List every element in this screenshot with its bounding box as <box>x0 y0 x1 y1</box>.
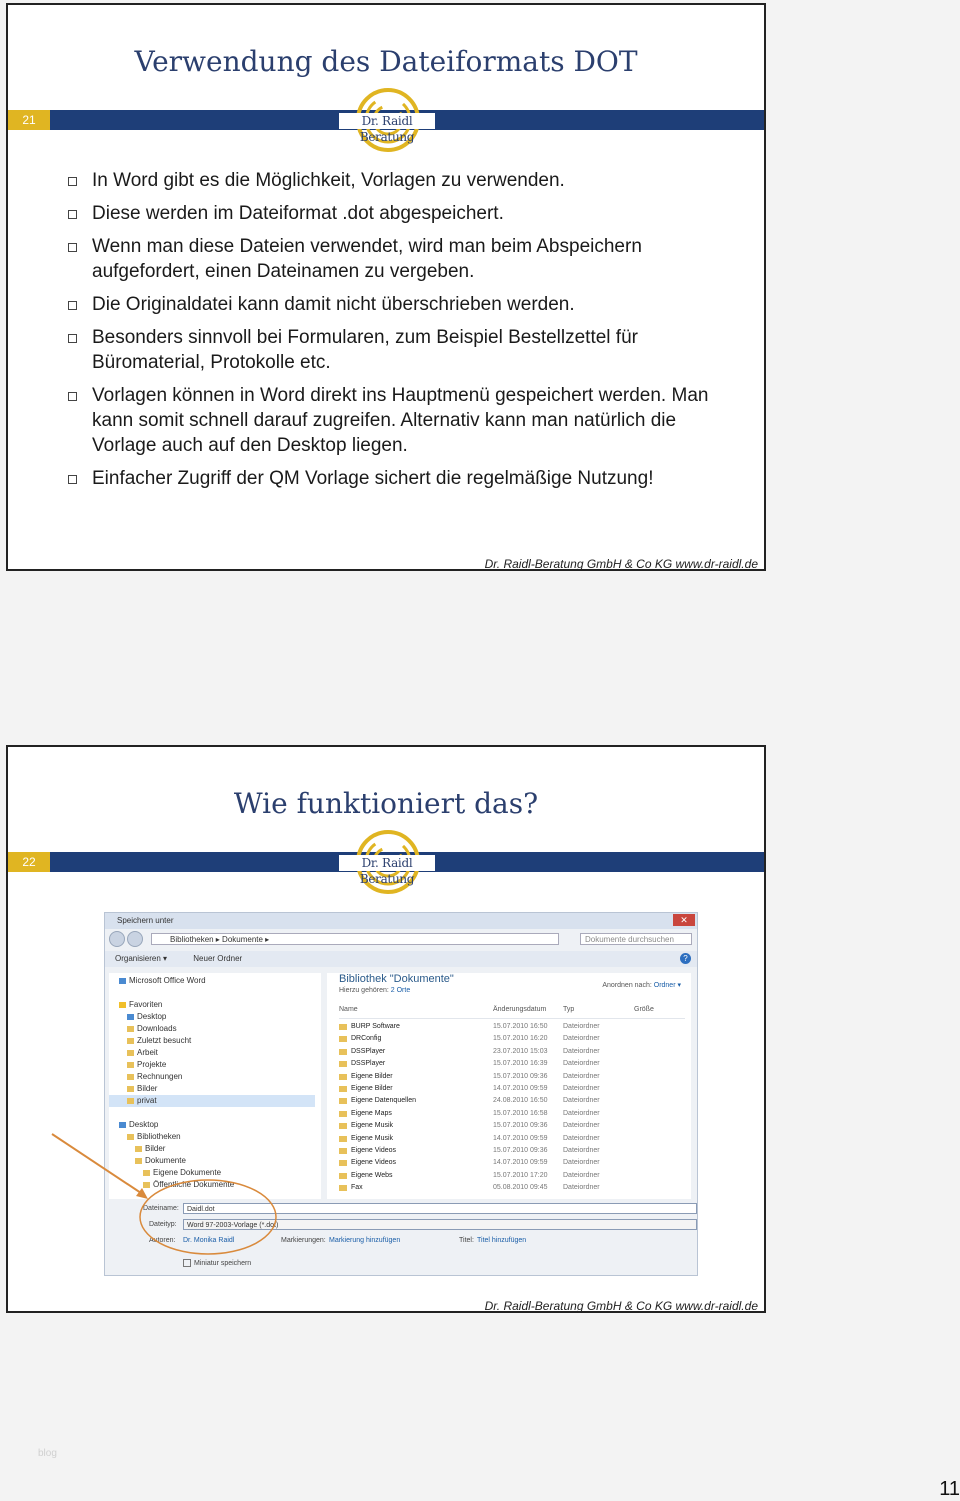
tree-item-label: Bibliotheken <box>137 1132 181 1141</box>
file-type: Dateiordner <box>563 1147 600 1154</box>
bullet-square-icon <box>68 475 77 484</box>
filename-label: Dateiname: <box>143 1205 179 1212</box>
filetype-select[interactable]: Word 97-2003-Vorlage (*.dot) <box>183 1219 697 1230</box>
tree-item-label: Eigene Dokumente <box>153 1168 222 1177</box>
page-number: 11 <box>939 1478 960 1500</box>
file-name: Eigene Bilder <box>351 1072 393 1080</box>
library-title: Bibliothek "Dokumente" <box>339 973 454 985</box>
tree-item-label: Dokumente <box>145 1156 186 1165</box>
file-date: 15.07.2010 16:58 <box>493 1109 548 1117</box>
tree-item-label: Rechnungen <box>137 1072 183 1081</box>
bullet-item <box>66 325 736 375</box>
arrange-dropdown[interactable]: Ordner ▾ <box>653 982 681 989</box>
bullet-text: Die Originaldatei kann damit nicht überschrieben werden. <box>92 294 575 315</box>
watermark: blog <box>38 1448 57 1459</box>
tree-item-label: Favoriten <box>129 1000 163 1009</box>
logo-text: Dr. Raidl Beratung <box>339 113 435 129</box>
bullet-text: Diese werden im Dateiformat .dot abgespeichert. <box>92 203 504 224</box>
library-locations-link[interactable]: 2 Orte <box>390 987 411 994</box>
column-size[interactable]: Größe <box>634 1006 654 1013</box>
tags-value[interactable]: Markierung hinzufügen <box>329 1237 401 1244</box>
file-type: Dateiordner <box>563 1171 600 1179</box>
bullet-text: Vorlagen können in Word direkt ins Hauptmenü gespeichert werden. Man kann somit schnell darauf zugreifen. Alternativ kann man natürlich die Vorlage auch auf den Desktop liegen. <box>92 385 709 456</box>
file-date: 15.07.2010 16:50 <box>493 1023 548 1030</box>
file-date: 15.07.2010 09:36 <box>493 1147 548 1154</box>
authors-label: Autoren: <box>149 1237 176 1244</box>
thumbnail-label: Miniatur speichern <box>194 1259 252 1267</box>
search-input[interactable]: Dokumente durchsuchen <box>580 933 692 945</box>
tree-item-label: privat <box>137 1096 157 1105</box>
file-type: Dateiordner <box>563 1023 600 1030</box>
slide-21 <box>6 3 766 571</box>
close-icon[interactable]: ✕ <box>673 914 695 926</box>
file-type: Dateiordner <box>563 1184 600 1192</box>
slide-number: 21 <box>8 110 50 130</box>
organize-button[interactable]: Organisieren ▾ <box>115 954 168 963</box>
column-name[interactable]: Name <box>339 1006 358 1013</box>
tree-item-label: Downloads <box>137 1024 177 1033</box>
logo-text: Dr. Raidl Beratung <box>339 855 435 871</box>
file-name: Eigene Musik <box>351 1122 394 1130</box>
arrow-head-icon <box>136 1188 148 1199</box>
tags-label: Markierungen: <box>281 1237 326 1244</box>
filetype-label: Dateityp: <box>149 1221 177 1228</box>
column-type[interactable]: Typ <box>563 1006 575 1013</box>
bullet-square-icon <box>68 392 77 401</box>
file-type: Dateiordner <box>563 1122 600 1130</box>
file-date: 14.07.2010 09:59 <box>493 1134 548 1142</box>
column-date[interactable]: Änderungsdatum <box>493 1006 547 1013</box>
bullet-text: Einfacher Zugriff der QM Vorlage sichert die regelmäßige Nutzung! <box>92 468 654 489</box>
annotation-overlay <box>8 747 764 1311</box>
tree-item-label: Bilder <box>145 1144 166 1153</box>
bullet-item <box>66 466 736 491</box>
slide-footer: Dr. Raidl-Beratung GmbH & Co KG www.dr-raidl.de <box>484 1299 758 1313</box>
file-type: Dateiordner <box>563 1159 600 1167</box>
file-date: 24.08.2010 16:50 <box>493 1097 548 1105</box>
bullet-item <box>66 292 736 317</box>
file-name: BURP Software <box>351 1023 400 1030</box>
authors-value[interactable]: Dr. Monika Raidl <box>183 1237 235 1244</box>
tree-item-label: Arbeit <box>137 1048 158 1057</box>
tree-item-label: Microsoft Office Word <box>129 976 206 985</box>
file-name: DRConfig <box>351 1035 382 1043</box>
library-subtitle-prefix: Hierzu gehören: <box>339 987 389 994</box>
tree-item-label: Öffentliche Dokumente <box>153 1180 235 1189</box>
file-type: Dateiordner <box>563 1072 600 1080</box>
tree-item-label: Projekte <box>137 1060 167 1069</box>
bullet-item <box>66 383 736 458</box>
file-date: 23.07.2010 15:03 <box>493 1047 548 1055</box>
slide-title: Wie funktioniert das? <box>233 787 539 820</box>
help-icon[interactable]: ? <box>680 953 691 964</box>
bullet-square-icon <box>68 243 77 252</box>
slide-title: Verwendung des Dateiformats DOT <box>134 45 638 78</box>
tree-item-label: Bilder <box>137 1084 158 1093</box>
address-bar[interactable]: Bibliotheken ▸ Dokumente ▸ <box>151 933 559 945</box>
highlight-ellipse-icon <box>140 1180 276 1254</box>
file-type: Dateiordner <box>563 1097 600 1105</box>
file-type: Dateiordner <box>563 1035 600 1043</box>
logo <box>333 80 438 160</box>
file-date: 14.07.2010 09:59 <box>493 1159 548 1167</box>
new-folder-button[interactable]: Neuer Ordner <box>193 954 243 963</box>
bullet-text: In Word gibt es die Möglichkeit, Vorlagen zu verwenden. <box>92 170 565 191</box>
title-label: Titel: <box>459 1237 474 1244</box>
file-name: Eigene Maps <box>351 1109 392 1117</box>
bullet-square-icon <box>68 177 77 186</box>
arrange-label: Anordnen nach: <box>602 982 652 989</box>
bullet-text: Besonders sinnvoll bei Formularen, zum Beispiel Bestellzettel für Büromaterial, Protokolle etc. <box>92 327 638 373</box>
title-value[interactable]: Titel hinzufügen <box>477 1237 527 1244</box>
file-type: Dateiordner <box>563 1047 600 1055</box>
file-name: Fax <box>351 1184 363 1192</box>
annotation-arrow-icon <box>52 1134 144 1195</box>
slide-number: 22 <box>8 852 50 872</box>
file-date: 15.07.2010 09:36 <box>493 1122 548 1130</box>
file-date: 15.07.2010 16:20 <box>493 1035 548 1043</box>
file-type: Dateiordner <box>563 1109 600 1117</box>
file-name: Eigene Webs <box>351 1171 393 1179</box>
file-name: Eigene Musik <box>351 1134 394 1142</box>
bullet-item <box>66 201 736 226</box>
bullet-item <box>66 234 736 284</box>
file-name: Eigene Datenquellen <box>351 1097 416 1105</box>
dialog-title: Speichern unter <box>105 913 697 929</box>
file-date: 15.07.2010 17:20 <box>493 1171 548 1179</box>
file-name: DSSPlayer <box>351 1047 386 1055</box>
file-name: DSSPlayer <box>351 1060 386 1068</box>
tree-item-label: Desktop <box>129 1120 159 1129</box>
bullet-item <box>66 168 736 193</box>
file-name: Eigene Videos <box>351 1159 397 1167</box>
slide-22 <box>6 745 766 1313</box>
file-date: 15.07.2010 09:36 <box>493 1072 548 1080</box>
file-type: Dateiordner <box>563 1085 600 1092</box>
bullet-text: Wenn man diese Dateien verwendet, wird man beim Abspeichern aufgefordert, einen Dateinamen zu vergeben. <box>92 236 642 282</box>
file-date: 05.08.2010 09:45 <box>493 1184 548 1192</box>
slide-footer: Dr. Raidl-Beratung GmbH & Co KG www.dr-raidl.de <box>484 557 758 571</box>
bullet-list <box>66 168 736 499</box>
bullet-square-icon <box>68 334 77 343</box>
bullet-square-icon <box>68 210 77 219</box>
file-date: 15.07.2010 16:39 <box>493 1060 548 1068</box>
file-type: Dateiordner <box>563 1060 600 1068</box>
file-date: 14.07.2010 09:59 <box>493 1085 548 1092</box>
tree-item-label: Zuletzt besucht <box>137 1036 192 1045</box>
file-name: Eigene Bilder <box>351 1085 393 1092</box>
file-name: Eigene Videos <box>351 1147 397 1154</box>
bullet-square-icon <box>68 301 77 310</box>
file-type: Dateiordner <box>563 1134 600 1142</box>
tree-item-label: Desktop <box>137 1012 167 1021</box>
filename-input[interactable]: Daidl.dot <box>183 1203 697 1214</box>
